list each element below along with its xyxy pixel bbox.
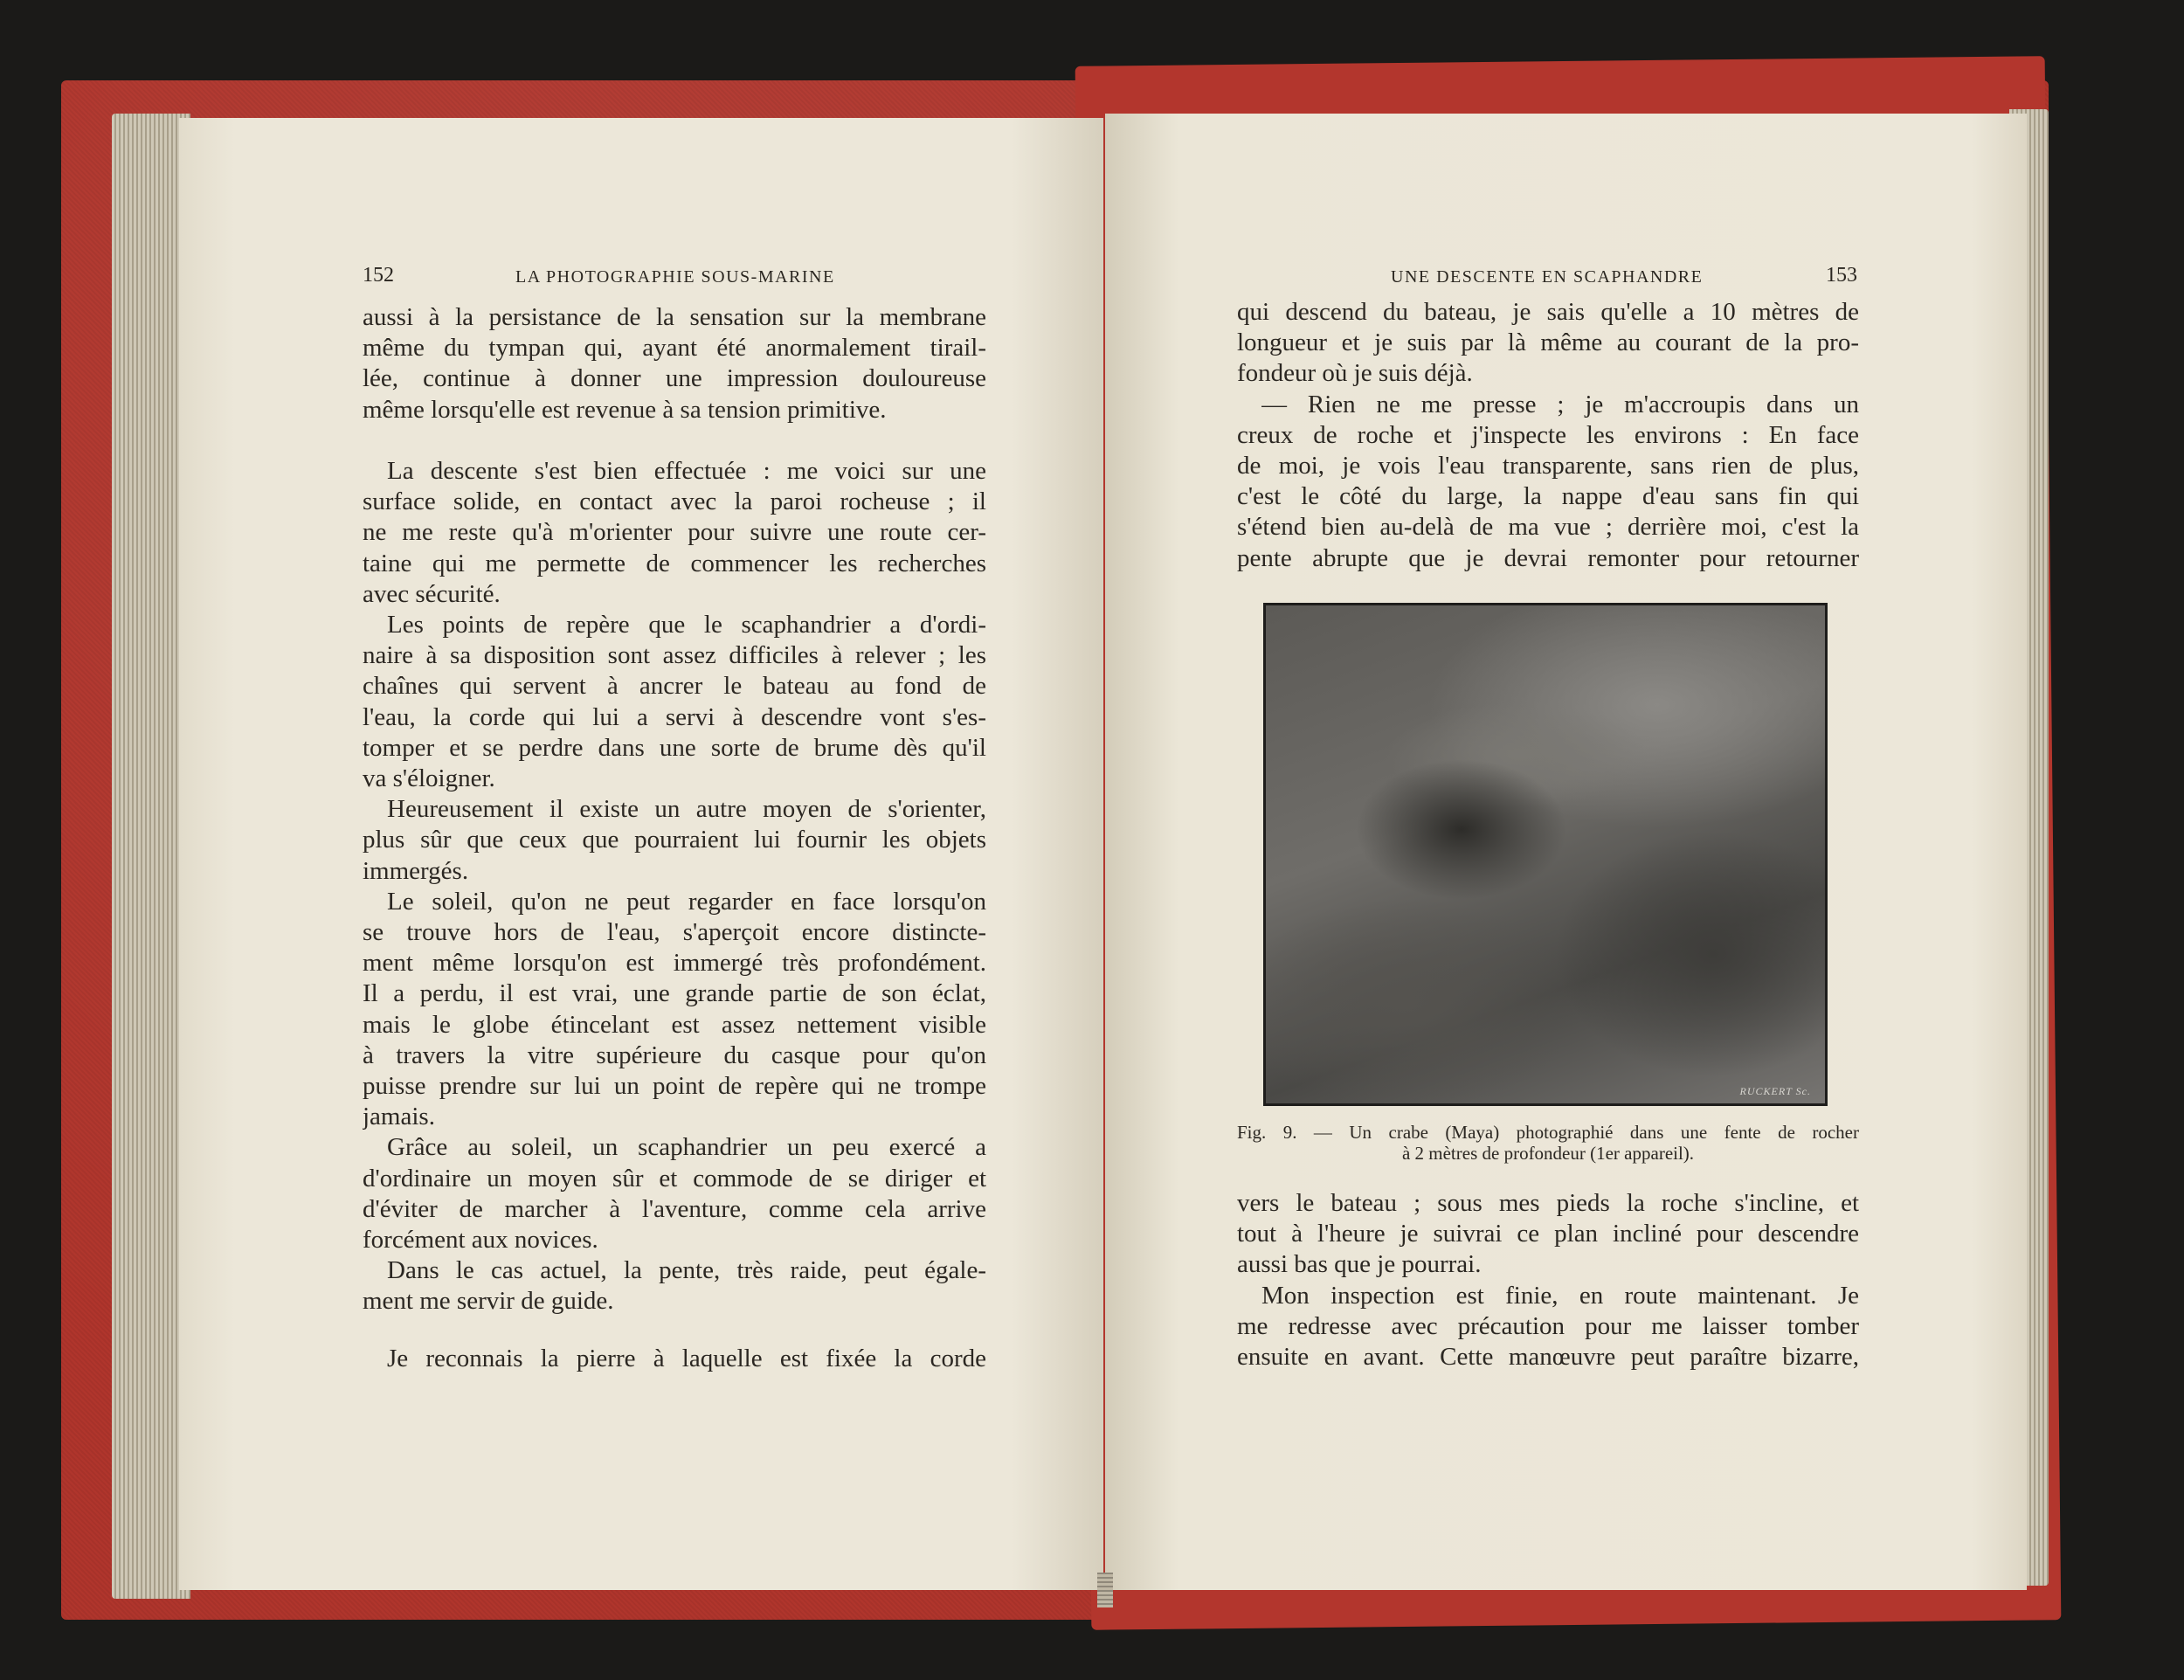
text-line: puisse prendre sur lui un point de repère qui ne trompe (363, 1072, 986, 1100)
text-line: vers le bateau ; sous mes pieds la roche s'incline, et (1237, 1189, 1859, 1217)
text-line: Mon inspection est finie, en route maintenant. Je (1261, 1281, 1859, 1310)
text-line: Grâce au soleil, un scaphandrier un peu exercé a (387, 1133, 986, 1162)
text-line: c'est le côté du large, la nappe d'eau sans fin qui (1237, 482, 1859, 511)
figure-caption-line-2: à 2 mètres de profondeur (1er appareil). (1401, 1143, 1695, 1164)
figure-caption-line-1: Fig. 9. — Un crabe (Maya) photographié dans une fente de rocher (1237, 1122, 1859, 1143)
text-line: longueur et je suis par là même au courant de la pro- (1237, 328, 1859, 357)
text-line: — Rien ne me presse ; je m'accroupis dans un (1261, 390, 1859, 418)
text-line: surface solide, en contact avec la paroi rocheuse ; il (363, 487, 986, 516)
text-line: l'eau, la corde qui lui a servi à descendre vont s'es- (363, 702, 986, 731)
text-line: se trouve hors de l'eau, s'aperçoit encore distincte- (363, 918, 986, 946)
text-line: tout à l'heure je suivrai ce plan incliné pour descendre (1237, 1220, 1859, 1248)
spine-binding (1097, 1573, 1113, 1607)
text-line: ment me servir de guide. (363, 1287, 614, 1316)
text-line: chaînes qui servent à ancrer le bateau au fond de (363, 672, 986, 701)
text-line: ensuite en avant. Cette manœuvre peut paraître bizarre, (1237, 1343, 1859, 1371)
text-line: Les points de repère que le scaphandrier a d'ordi- (387, 611, 986, 639)
text-line: à travers la vitre supérieure du casque pour qu'on (363, 1040, 986, 1069)
text-line: mais le globe étincelant est assez nettement visible (363, 1010, 986, 1039)
text-line: Heureusement il existe un autre moyen de s'orienter, (387, 795, 986, 824)
text-line: d'ordinaire un moyen sûr et commode de se diriger et (363, 1164, 986, 1193)
text-line: plus sûr que ceux que pourraient lui fournir les objets (363, 826, 986, 854)
text-line: Je reconnais la pierre à laquelle est fixée la corde (387, 1345, 986, 1372)
text-line: aussi à la persistance de la sensation sur la membrane (363, 303, 986, 331)
text-line: qui descend du bateau, je sais qu'elle a 10 mètres de (1237, 298, 1859, 326)
text-line: de moi, je vois l'eau transparente, sans rien de plus, (1237, 452, 1859, 480)
text-line: naire à sa disposition sont assez difficiles à relever ; les (363, 641, 986, 670)
text-line: d'éviter de marcher à l'aventure, comme cela arrive (363, 1194, 986, 1223)
running-head-left: LA PHOTOGRAPHIE SOUS-MARINE (515, 267, 835, 287)
text-line: tomper et se perdre dans une sorte de brume dès qu'il (363, 733, 986, 762)
text-line: aussi bas que je pourrai. (1237, 1250, 1482, 1279)
text-line: ne me reste qu'à m'orienter pour suivre une route cer- (363, 518, 986, 547)
page-number-right: 153 (1826, 264, 1857, 287)
text-line: pente abrupte que je devrai remonter pour retourner (1237, 543, 1859, 572)
text-line: La descente s'est bien effectuée : me voici sur une (387, 457, 986, 485)
figure-photograph-crab (1263, 603, 1828, 1106)
text-line: me redresse avec précaution pour me laisser tomber (1237, 1311, 1859, 1340)
running-head-right: UNE DESCENTE EN SCAPHANDRE (1391, 267, 1704, 287)
text-line: immergés. (363, 856, 469, 885)
text-line: même lorsqu'elle est revenue à sa tension primitive. (363, 395, 887, 424)
text-line: même du tympan qui, ayant été anormalement tirail- (363, 334, 986, 363)
text-line: Il a perdu, il est vrai, une grande partie de son éclat, (363, 979, 986, 1008)
text-line: ment même lorsqu'on est immergé très profondément. (363, 949, 986, 978)
text-line: Le soleil, qu'on ne peut regarder en face lorsqu'on (387, 887, 986, 916)
page-number-left: 152 (363, 264, 394, 287)
text-line: Dans le cas actuel, la pente, très raide, peut égale- (387, 1256, 986, 1285)
text-line: taine qui me permette de commencer les recherches (363, 549, 986, 577)
text-line: avec sécurité. (363, 579, 501, 608)
text-line: creux de roche et j'inspecte les environs : En face (1237, 420, 1859, 449)
engraver-signature: RUCKERT Sc. (1739, 1085, 1811, 1097)
text-line: forcément aux novices. (363, 1226, 598, 1254)
text-line: lée, continue à donner une impression douloureuse (363, 364, 986, 393)
text-line: fondeur où je suis déjà. (1237, 359, 1473, 388)
text-line: va s'éloigner. (363, 764, 495, 792)
text-line: jamais. (363, 1103, 435, 1131)
text-line: s'étend bien au-delà de ma vue ; derrière moi, c'est la (1237, 513, 1859, 542)
